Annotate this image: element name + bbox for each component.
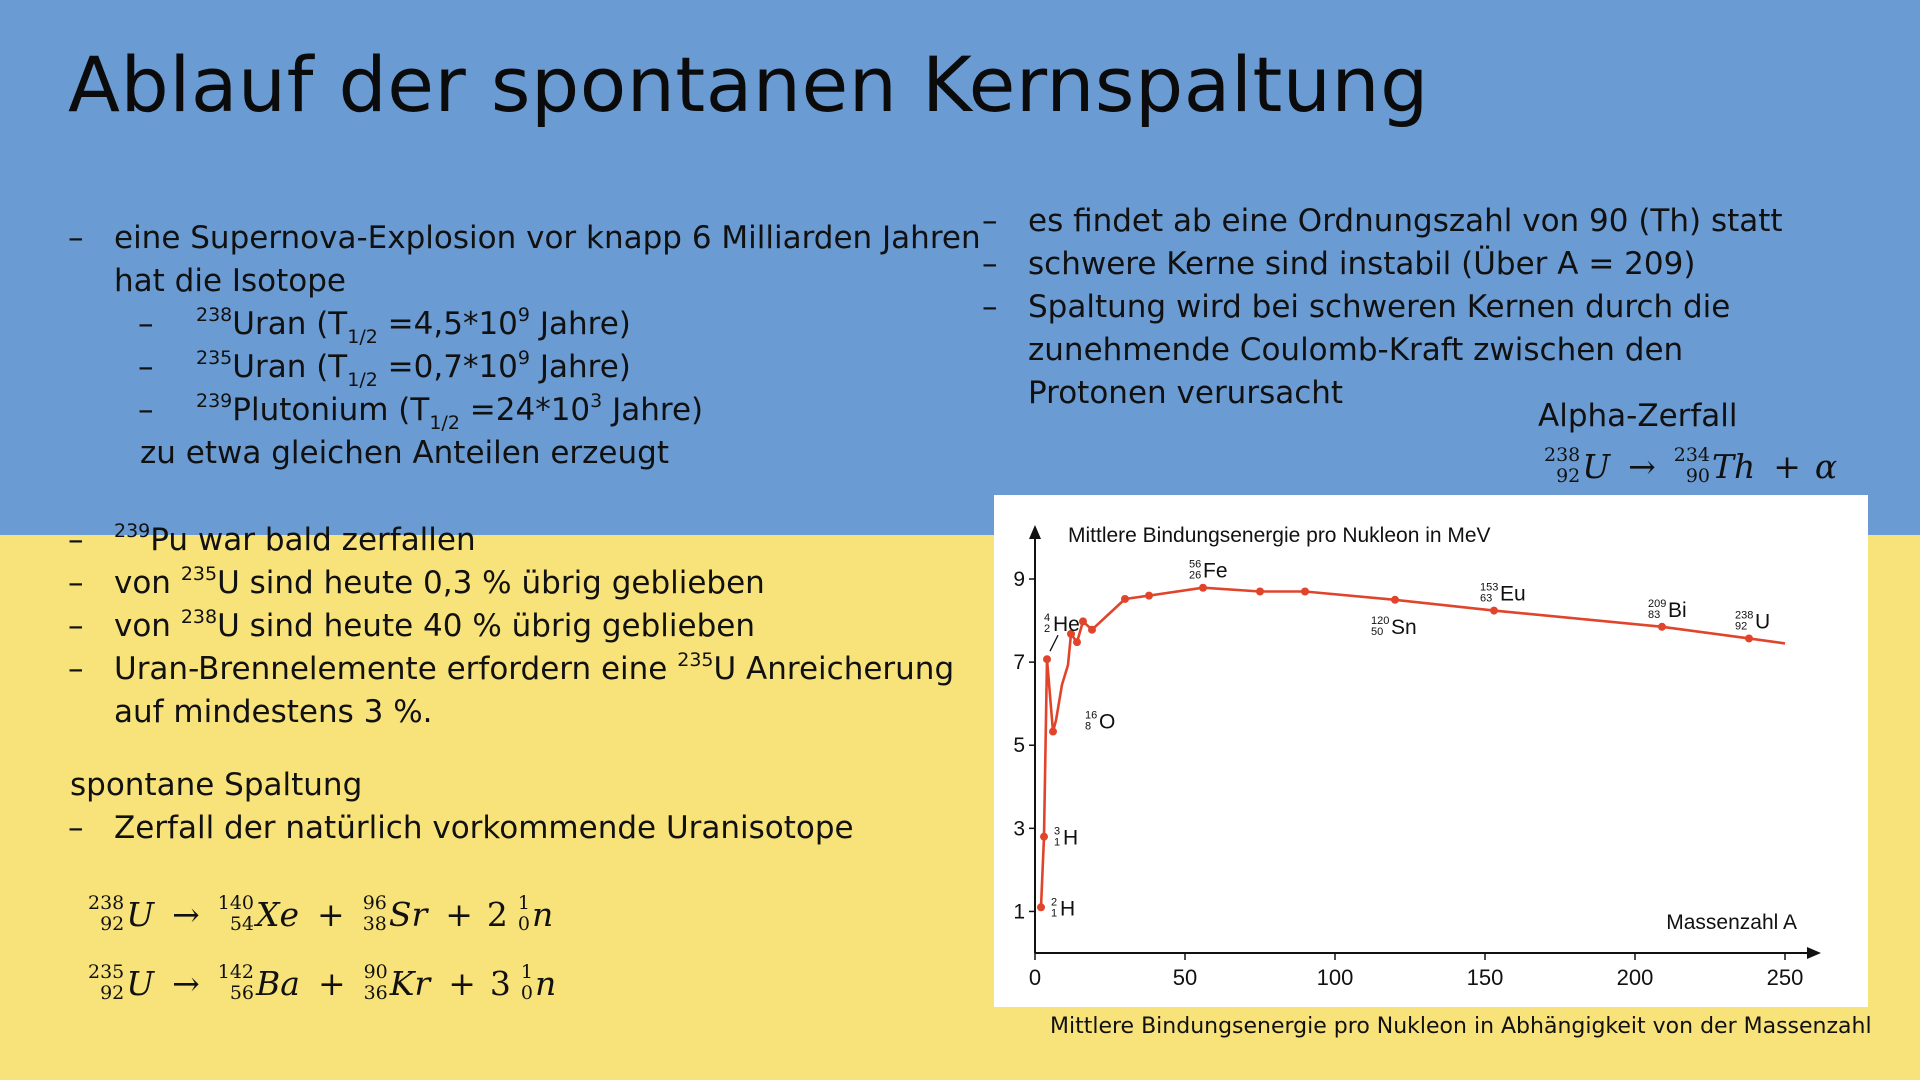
- supernova-block: [68, 217, 981, 475]
- nuclide-atomic-number: 83: [1648, 608, 1661, 621]
- data-point: [1073, 638, 1081, 646]
- y-tick-label: 1: [1013, 900, 1025, 924]
- nuclide-symbol: Sn: [1391, 615, 1417, 639]
- list-item-continuation: zunehmende Coulomb-Kraft zwischen den: [1028, 332, 1684, 368]
- sub-list-item: – $^{238}$Uran ($T_{1/2} =4,5*10^9$ Jahre): [138, 304, 631, 348]
- list-item-continuation: auf mindestens 3 %.: [114, 694, 433, 730]
- nuclide-symbol: Bi: [1668, 598, 1687, 622]
- nuclide-mass-number: 16: [1085, 709, 1098, 722]
- nuclide-atomic-number: 92: [1735, 620, 1748, 633]
- list-item-continuation: hat die Isotope: [114, 263, 347, 299]
- nuclide-symbol: Eu: [1500, 582, 1526, 606]
- nuclide-atomic-number: 1: [1054, 836, 1061, 849]
- x-tick-label: 50: [1172, 965, 1198, 990]
- data-point: [1037, 903, 1045, 911]
- y-axis-arrow: [1029, 525, 1041, 539]
- y-tick-label: 3: [1013, 817, 1025, 841]
- y-tick-label: 9: [1013, 568, 1025, 592]
- sub-list-item: – $^{235}$Uran ($T_{1/2} =0,7*10^9$ Jahre): [138, 347, 631, 391]
- data-point: [1658, 623, 1666, 631]
- nuclide-symbol: He: [1053, 613, 1080, 637]
- nuclide-mass-number: 3: [1054, 825, 1061, 838]
- data-point: [1121, 595, 1129, 603]
- nuclide-mass-number: 209: [1648, 597, 1667, 610]
- nuclide-atomic-number: 2: [1044, 623, 1051, 636]
- list-item: – Uran-Brennelemente erfordern eine $^{235}$U Anreicherung: [68, 649, 955, 687]
- decay-facts-block: [68, 519, 954, 734]
- sub-list-item: – $^{239}$Plutonium ($T_{1/2} =24*10^3$ Jahre): [138, 390, 704, 434]
- data-point: [1256, 587, 1264, 595]
- nuclide-atomic-number: 8: [1085, 720, 1092, 733]
- nuclide-atomic-number: 63: [1480, 592, 1493, 605]
- helium-pointer-line: [1050, 635, 1058, 651]
- spontaneous-fission-heading: spontane Spaltung: [70, 767, 363, 803]
- x-tick-label: 250: [1766, 965, 1804, 990]
- nuclide-atomic-number: 26: [1189, 569, 1202, 582]
- nuclide-mass-number: 4: [1044, 612, 1051, 625]
- x-tick-label: 100: [1316, 965, 1354, 990]
- data-point: [1391, 596, 1399, 604]
- list-item: – Zerfall der natürlich vorkommende Uranisotope: [68, 810, 854, 846]
- nuclide-symbol: O: [1099, 710, 1116, 734]
- nuclide-mass-number: 153: [1480, 581, 1499, 594]
- y-tick-label: 5: [1013, 734, 1025, 758]
- alpha-decay-title: Alpha-Zerfall: [1538, 398, 1738, 434]
- binding-energy-chart-svg: [994, 495, 1868, 1007]
- nuclide-mass-number: 2: [1051, 896, 1058, 909]
- nuclide-atomic-number: 1: [1051, 907, 1058, 920]
- data-point: [1049, 728, 1057, 736]
- data-point: [1199, 584, 1207, 592]
- nuclide-mass-number: 56: [1189, 558, 1202, 571]
- x-axis-arrow: [1807, 947, 1821, 959]
- data-point: [1490, 607, 1498, 615]
- list-item: – von $^{235}$U sind heute 0,3 % übrig geblieben: [68, 563, 765, 601]
- fission-facts-block: [982, 200, 1783, 415]
- list-item: – von $^{238}$U sind heute 40 % übrig geblieben: [68, 606, 755, 644]
- x-tick-label: 0: [1028, 965, 1042, 990]
- data-point: [1301, 587, 1309, 595]
- list-item-continuation: Protonen verursacht: [1028, 375, 1344, 411]
- nuclide-mass-number: 120: [1371, 614, 1390, 627]
- data-point: [1745, 634, 1753, 642]
- data-point: [1079, 617, 1087, 625]
- nuclide-atomic-number: 50: [1371, 625, 1384, 638]
- x-tick-label: 200: [1616, 965, 1654, 990]
- data-point: [1145, 592, 1153, 600]
- list-item: – $^{239}$Pu war bald zerfallen: [68, 520, 476, 558]
- nuclide-symbol: U: [1755, 610, 1771, 634]
- nuclide-symbol: H: [1060, 897, 1076, 921]
- nuclide-symbol: Fe: [1203, 559, 1228, 583]
- data-point: [1040, 833, 1048, 841]
- list-item: – es findet ab eine Ordnungszahl von 90 (Th) statt: [982, 203, 1783, 239]
- chart-caption: Mittlere Bindungsenergie pro Nukleon in Abhängigkeit von der Massenzahl: [1050, 1014, 1872, 1039]
- data-point: [1043, 655, 1051, 663]
- spontaneous-fission-block: [68, 807, 854, 850]
- x-tick-label: 150: [1466, 965, 1504, 990]
- chart-title: Mittlere Bindungsenergie pro Nukleon in MeV: [1068, 524, 1491, 547]
- y-tick-label: 7: [1013, 651, 1025, 675]
- list-item: – Spaltung wird bei schweren Kernen durch die: [982, 289, 1731, 325]
- nuclide-symbol: H: [1063, 826, 1079, 850]
- fission-equation-2: 235 92 U → 142 56 Ba + 90 36 Kr + 3 1 0 n: [88, 961, 557, 1004]
- data-point: [1088, 626, 1096, 634]
- nuclide-mass-number: 238: [1735, 609, 1754, 622]
- list-item-tail: zu etwa gleichen Anteilen erzeugt: [140, 435, 669, 471]
- alpha-decay-equation: 238 92 U → 234 90 Th + α: [1544, 444, 1838, 487]
- binding-energy-chart: [994, 495, 1868, 1007]
- x-axis-label: Massenzahl A: [1666, 911, 1797, 934]
- list-item: – eine Supernova-Explosion vor knapp 6 Milliarden Jahren: [68, 220, 981, 256]
- fission-equation-1: 238 92 U → 140 54 Xe + 96 38 Sr + 2 1 0 n: [88, 892, 554, 935]
- list-item: – schwere Kerne sind instabil (Über A = 209): [982, 246, 1696, 282]
- slide-title: Ablauf der spontanen Kernspaltung: [68, 40, 1429, 129]
